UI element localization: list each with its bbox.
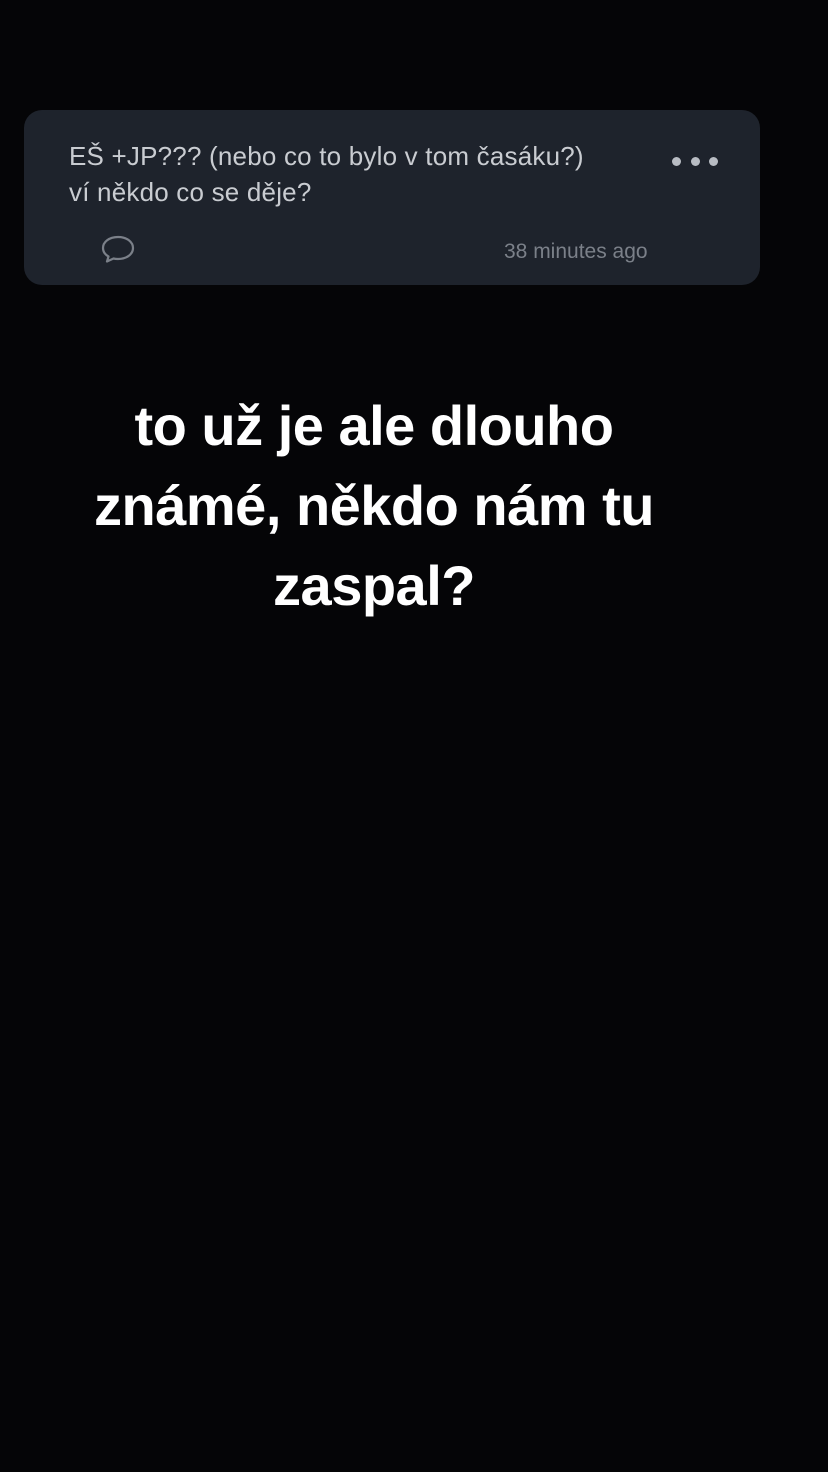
answer-line: zaspal? <box>273 554 475 617</box>
answer-text <box>24 386 724 626</box>
more-options-button[interactable] <box>672 146 718 176</box>
question-line: ví někdo co se děje? <box>69 177 312 207</box>
timestamp: 38 minutes ago <box>504 240 648 263</box>
answer-line: to už je ale dlouho <box>134 394 614 457</box>
answer-line: známé, někdo nám tu <box>94 474 654 537</box>
more-horizontal-icon <box>672 157 681 166</box>
reply-button[interactable] <box>100 234 136 264</box>
question-line: EŠ +JP??? (nebo co to bylo v tom časáku?) <box>69 141 584 171</box>
question-card[interactable] <box>24 110 760 285</box>
more-horizontal-icon <box>691 157 700 166</box>
question-text <box>69 138 659 210</box>
more-horizontal-icon <box>709 157 718 166</box>
comment-bubble-icon <box>100 234 136 264</box>
